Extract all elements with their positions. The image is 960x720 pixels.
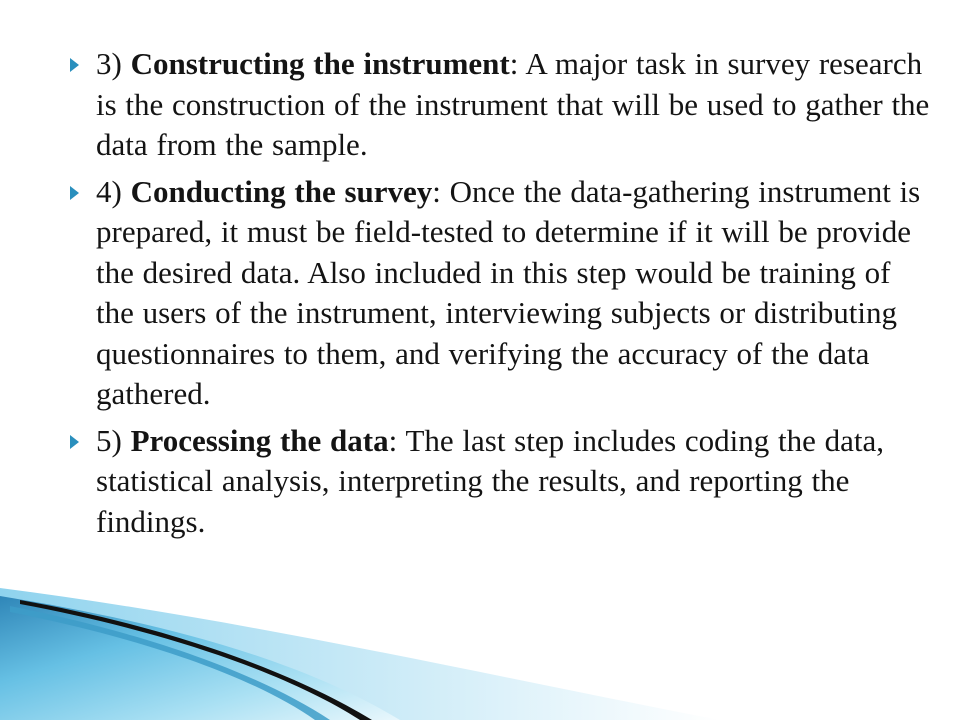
bullet-text: The last step includes coding the data, statistical analysis, interpreting the results, and reporting the findings.	[96, 422, 885, 539]
bullet-term: Processing the data	[130, 422, 389, 458]
bullet-item-processing-data	[70, 421, 930, 543]
bullet-text: Once the data-gathering instrument is prepared, it must be field-tested to determine if it will be provide the desired data. Also included in this step would be training of the users of the instrument, interviewing subjects or distributing questionnaires to them, and verifying the accuracy of the data gathered.	[96, 173, 921, 411]
bullet-separator: :	[432, 173, 441, 209]
bullet-term: Conducting the survey	[130, 173, 433, 209]
bullet-separator: :	[509, 46, 519, 81]
bullet-item-conducting-survey	[70, 172, 930, 415]
bullet-number: 5)	[96, 422, 122, 458]
bullet-item-constructing-instrument	[70, 44, 930, 166]
bullet-text: A major task in survey research is the construction of the instrument that will be used to gather the data from the sample.	[96, 46, 930, 162]
bullet-arrow-icon	[70, 186, 79, 200]
bullet-arrow-icon	[70, 435, 79, 449]
bullet-arrow-icon	[70, 58, 79, 72]
bullet-number: 3)	[96, 46, 122, 81]
bullet-list	[70, 44, 930, 548]
bullet-number: 4)	[96, 173, 122, 209]
decorative-swoosh	[0, 560, 960, 720]
bullet-term: Constructing the instrument	[130, 46, 510, 81]
bullet-separator: :	[388, 422, 398, 458]
